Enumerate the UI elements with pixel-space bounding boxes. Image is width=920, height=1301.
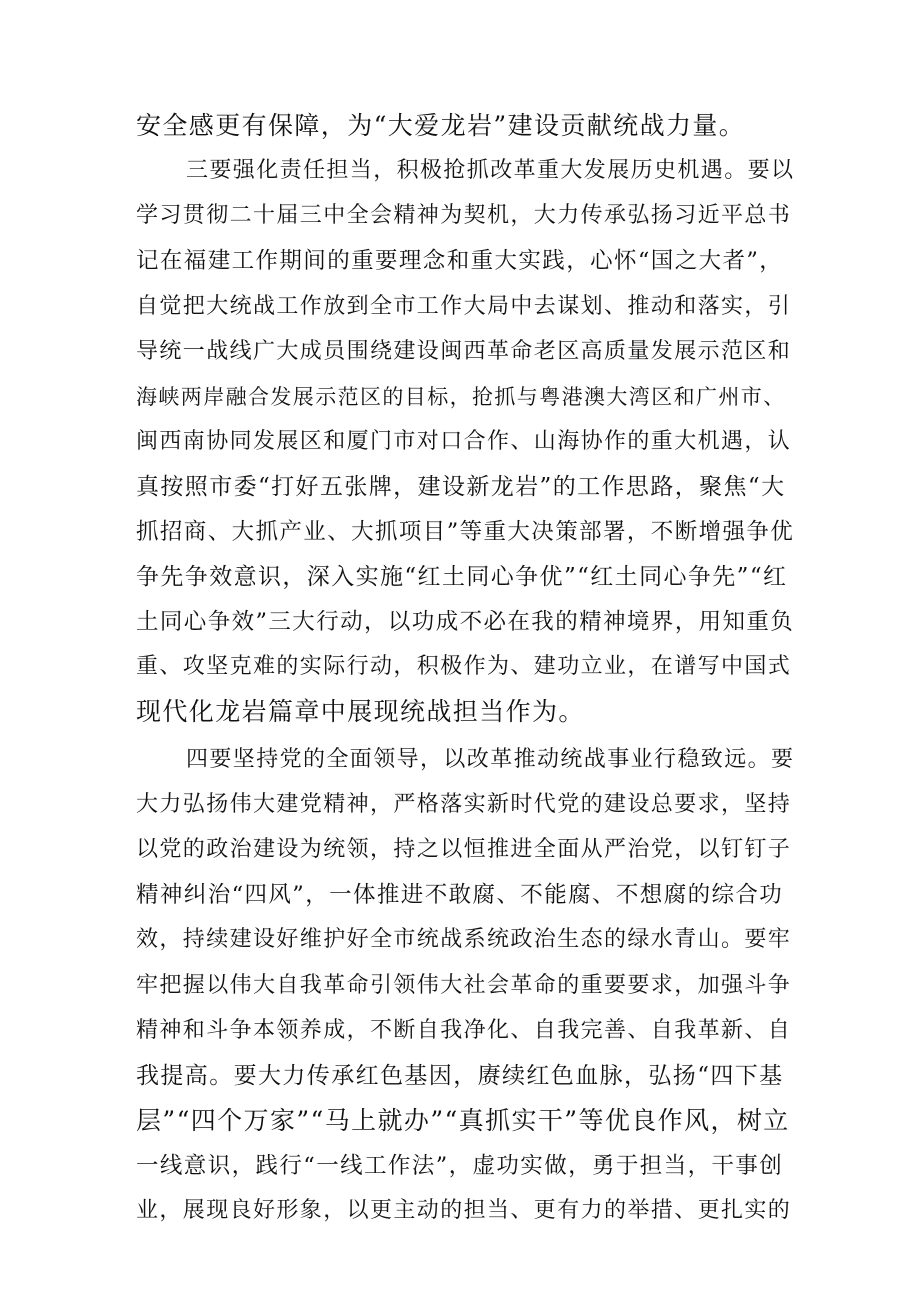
text-line: 记在福建工作期间的重要理念和重大实践，心怀“国之大者”，	[136, 248, 784, 274]
text-line: 真按照市委“打好五张牌，建设新龙岩”的工作思路，聚焦“大	[136, 474, 786, 500]
text-line: 土同心争效”三大行动，以功成不必在我的精神境界，用知重负	[136, 609, 795, 635]
text-line: 学习贯彻二十届三中全会精神为契机，大力传承弘扬习近平总书	[136, 203, 792, 228]
text-line: 效，持续建设好维护好全市统战系统政治生态的绿水青山。要牢	[136, 927, 792, 952]
text-line: 层”“四个万家”“马上就办”“真抓实干”等优良作风，树立	[136, 1106, 790, 1135]
text-line: 重、攻坚克难的实际行动，积极作为、建功立业，在谱写中国式	[136, 654, 792, 679]
text-line: 海峡两岸融合发展示范区的目标，抢抓与粤港澳大湾区和广州市、	[136, 385, 786, 409]
text-line: 以党的政治建设为统领，持之以恒推进全面从严治党，以钉钉子	[136, 837, 792, 862]
text-line: 业，展现良好形象，以更主动的担当、更有力的举措、更扎实的	[136, 1198, 792, 1223]
paragraph-heading-three: 三要强化责任担当，积极抢抓改革重大发展历史机遇。要以	[186, 158, 795, 183]
text-line: 我提高。要大力传承红色基因，赓续红色血脉，弘扬“四下基	[136, 1063, 784, 1089]
text-line: 安全感更有保障，为“大爱龙岩”建设贡献统战力量。	[136, 111, 746, 140]
paragraph-heading-four: 四要坚持党的全面领导，以改革推动统战事业行稳致远。要	[186, 747, 795, 772]
text-line: 自觉把大统战工作放到全市工作大局中去谋划、推动和落实，引	[136, 294, 792, 319]
text-line: 抓招商、大抓产业、大抓项目”等重大决策部署，不断增强争优	[136, 519, 795, 545]
text-line: 一线意识，践行“一线工作法”，虚功实做，勇于担当，干事创	[136, 1153, 784, 1179]
text-line: 精神纠治“四风”，一体推进不敢腐、不能腐、不想腐的综合功	[136, 882, 784, 908]
text-line: 闽西南协同发展区和厦门市对口合作、山海协作的重大机遇，认	[136, 429, 792, 454]
text-line: 精神和斗争本领养成，不断自我净化、自我完善、自我革新、自	[136, 1018, 792, 1043]
text-line: 争先争效意识，深入实施“红土同心争优”“红土同心争先”“红	[136, 564, 788, 590]
text-line: 导统一战线广大成员围绕建设闽西革命老区高质量发展示范区和	[136, 339, 792, 364]
text-line: 大力弘扬伟大建党精神，严格落实新时代党的建设总要求，坚持	[136, 792, 792, 817]
text-line: 现代化龙岩篇章中展现统战担当作为。	[136, 697, 585, 726]
text-line: 牢把握以伟大自我革命引领伟大社会革命的重要要求，加强斗争	[136, 973, 792, 998]
